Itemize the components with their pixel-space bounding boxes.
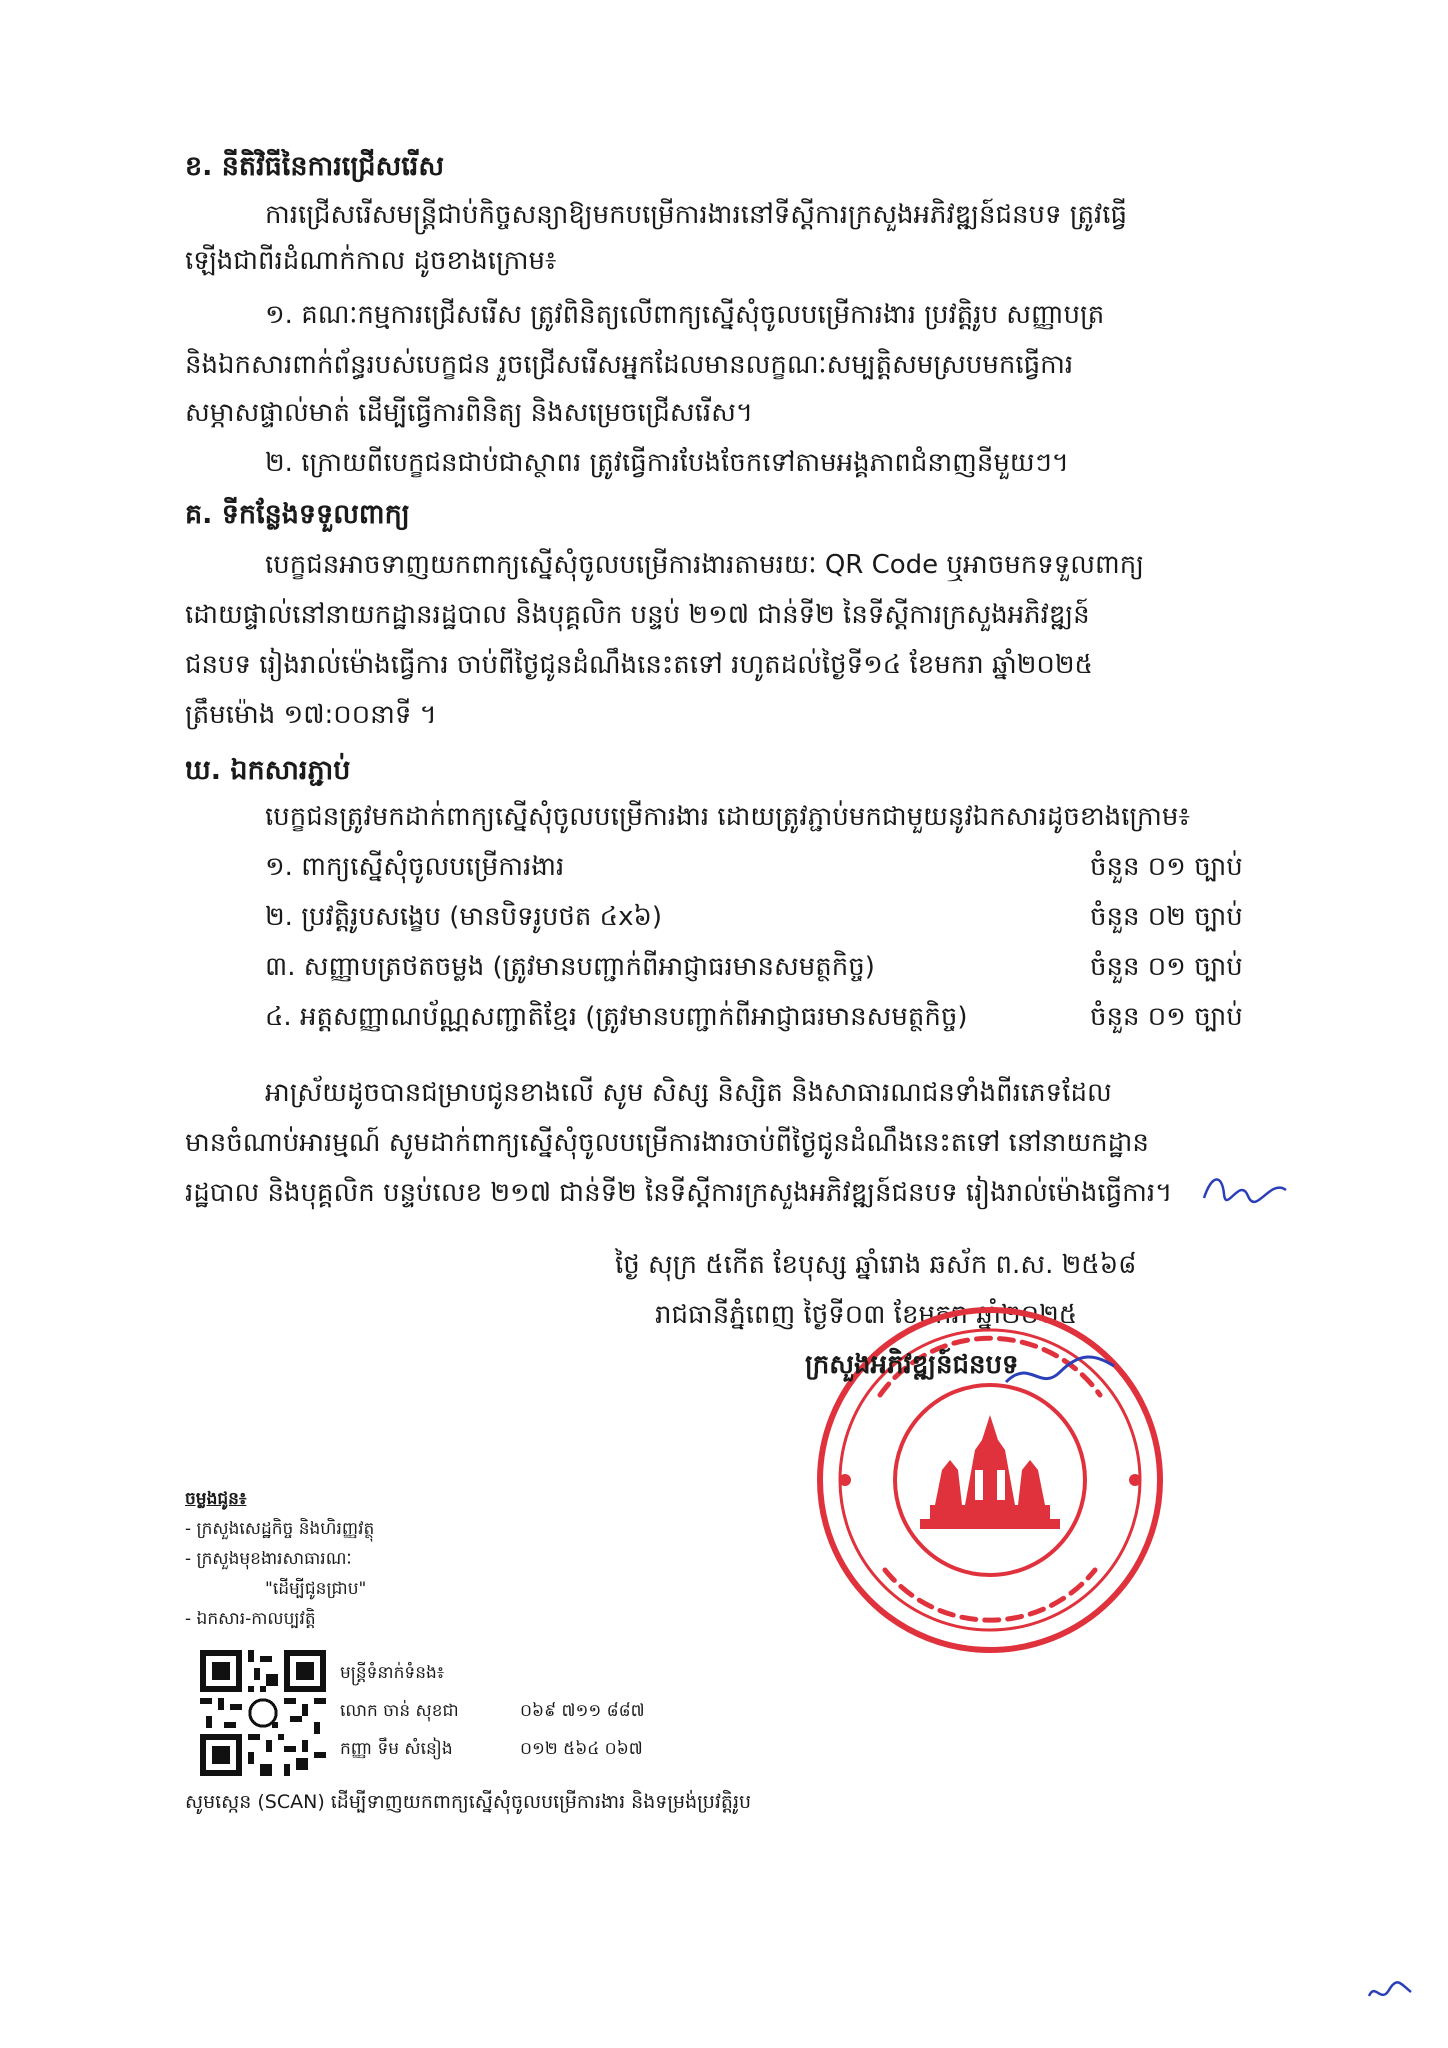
section-kha-heading: ខ. នីតិវិធីនៃការជ្រើសរើស — [185, 151, 445, 182]
contact-2-name: កញ្ញា ទឹម សំនៀង — [340, 1739, 453, 1759]
ministry-name: ក្រសួងអភិវឌ្ឍន៍ជនបទ — [805, 1350, 1019, 1380]
attachment-item-1-label: ១. ពាក្យស្នើសុំចូលបម្រើការងារ — [265, 852, 565, 882]
contact-1-name: លោក ចាន់ សុខជា — [340, 1701, 459, 1721]
attachment-item-1-qty: ចំនួន ០១ ច្បាប់ — [1090, 852, 1243, 882]
cc-item-1: - ក្រសួងសេដ្ឋកិច្ច និងហិរញ្ញវត្ថុ — [185, 1519, 375, 1539]
section-kha-step1-line-2: និងឯកសារពាក់ព័ន្ធរបស់បេក្ខជន រួចជ្រើសរើសអ្នកដែលមានលក្ខណៈសម្បត្តិសមស្របមកធ្វើការ — [185, 350, 1074, 380]
cc-title: ចម្លងជូន៖ — [185, 1489, 247, 1509]
attachment-item-2-label: ២. ប្រវត្តិរូបសង្ខេប (មានបិទរូបថត ៤x៦) — [265, 902, 663, 932]
attachment-item-2-qty: ចំនួន ០២ ច្បាប់ — [1090, 902, 1243, 932]
attachment-item-4-label: ៤. អត្តសញ្ញាណប័ណ្ណសញ្ជាតិខ្មែរ (ត្រូវមានបញ្ជាក់ពីអាជ្ញាធរមានសមត្ថកិច្ច) — [265, 1002, 968, 1032]
section-kha-intro-line-2: ឡើងជាពីរដំណាក់កាល ដូចខាងក្រោម៖ — [185, 246, 557, 276]
cc-item-2-note: "ដើម្បីជូនជ្រាប" — [265, 1579, 367, 1599]
attachment-item-3-label: ៣. សញ្ញាបត្រថតចម្លង (ត្រូវមានបញ្ជាក់ពីអាជ្ញាធរមានសមត្ថកិច្ច) — [265, 952, 875, 982]
section-ko-line-3: ជនបទ រៀងរាល់ម៉ោងធ្វើការ ចាប់ពីថ្ងៃជូនដំណឹងនេះតទៅ រហូតដល់ថ្ងៃទី១៤ ខែមករា ឆ្នាំ២០២៥ — [185, 650, 1093, 680]
section-ko-line-2: ដោយផ្ទាល់នៅនាយកដ្ឋានរដ្ឋបាល និងបុគ្គលិក បន្ទប់ ២១៧ ជាន់ទី២ នៃទីស្តីការក្រសួងអភិវឌ្ឍន៍ — [185, 600, 1090, 630]
cc-item-3: - ឯកសារ-កាលប្បវត្តិ — [185, 1609, 316, 1629]
attachment-item-3-qty: ចំនួន ០១ ច្បាប់ — [1090, 952, 1243, 982]
qr-code-icon[interactable] — [200, 1650, 326, 1776]
section-kha-step2-line: ២. ក្រោយពីបេក្ខជនជាប់ជាស្ថាពរ ត្រូវធ្វើការបែងចែកទៅតាមអង្គភាពជំនាញនីមួយៗ។ — [265, 448, 1069, 478]
section-ko-heading: គ. ទីកន្លែងទទួលពាក្យ — [185, 499, 410, 530]
attachment-item-4-qty: ចំនួន ០១ ច្បាប់ — [1090, 1002, 1243, 1032]
section-kho-intro: បេក្ខជនត្រូវមកដាក់ពាក្យស្នើសុំចូលបម្រើការងារ ដោយត្រូវភ្ជាប់មកជាមួយនូវឯកសារដូចខាងក្រោម៖ — [265, 802, 1190, 832]
page-initial-icon — [1365, 1978, 1415, 2008]
section-kho-heading: ឃ. ឯកសារភ្ជាប់ — [185, 755, 351, 786]
closing-line-2: មានចំណាប់អារម្មណ៍ សូមដាក់ពាក្យស្នើសុំចូលបម្រើការងារចាប់ពីថ្ងៃជូនដំណឹងនេះតទៅ នៅនាយកដ្ឋាន — [185, 1128, 1149, 1158]
closing-line-3: រដ្ឋបាល និងបុគ្គលិក បន្ទប់លេខ ២១៧ ជាន់ទី២ នៃទីស្តីការក្រសួងអភិវឌ្ឍន៍ជនបទ រៀងរាល់ម៉ោងធ្វើការ។ — [185, 1178, 1173, 1208]
initials-mark-icon — [1200, 1168, 1290, 1208]
section-ko-line-1: បេក្ខជនអាចទាញយកពាក្យស្នើសុំចូលបម្រើការងារតាមរយៈ QR Code ឬអាចមកទទួលពាក្យ — [265, 550, 1144, 580]
section-kha-step1-line-3: សម្ភាសផ្ទាល់មាត់ ដើម្បីធ្វើការពិនិត្យ និងសម្រេចជ្រើសរើស។ — [185, 398, 754, 428]
section-ko-line-4: ត្រឹមម៉ោង ១៧:០០នាទី ។ — [185, 700, 437, 730]
contact-title: មន្ត្រីទំនាក់ទំនង៖ — [340, 1663, 445, 1683]
section-kha-step1-line-1: ១. គណៈកម្មការជ្រើសរើស ត្រូវពិនិត្យលើពាក្យស្នើសុំចូលបម្រើការងារ ប្រវត្តិរូប សញ្ញាបត្រ — [265, 300, 1105, 330]
cc-item-2: - ក្រសួងមុខងារសាធារណៈ — [185, 1549, 352, 1569]
signature-icon — [1000, 1348, 1120, 1398]
scan-note: សូមស្កេន (SCAN) ដើម្បីទាញយកពាក្យស្នើសុំចូលបម្រើការងារ និងទម្រង់ប្រវត្តិរូប — [185, 1791, 752, 1813]
section-kha-intro-line-1: ការជ្រើសរើសមន្ត្រីជាប់កិច្ចសន្យាឱ្យមកបម្រើការងារនៅទីស្តីការក្រសួងអភិវឌ្ឍន៍ជនបទ ត្រូវធ្វើ — [265, 200, 1128, 230]
place-date: រាជធានីភ្នំពេញ ថ្ងៃទី០៣ ខែមករា ឆ្នាំ២០២៥ — [655, 1300, 1078, 1330]
closing-line-1: អាស្រ័យដូចបានជម្រាបជូនខាងលើ សូម សិស្ស និស្សិត និងសាធារណជនទាំងពីរភេទដែល — [265, 1078, 1112, 1108]
lunar-date: ថ្ងៃ សុក្រ ៥កើត ខែបុស្ស ឆ្នាំរោង ឆស័ក ព.ស. ២៥៦៨ — [615, 1250, 1137, 1280]
contact-2-phone: ០១២ ៥៦៤ ០៦៧ — [520, 1739, 643, 1759]
contact-1-phone: ០៦៩ ៧១១ ៨៨៧ — [520, 1701, 645, 1721]
